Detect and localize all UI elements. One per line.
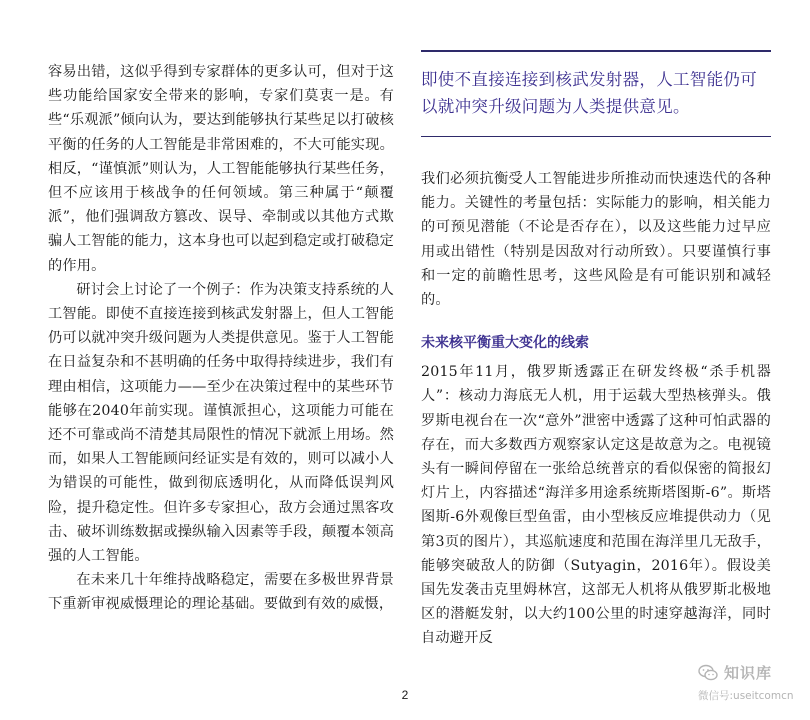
wechat-icon [698, 664, 718, 682]
watermark [698, 660, 806, 708]
watermark-subtitle: 微信号:useitcomcn [698, 690, 794, 702]
body-paragraph-1: 容易出错，这似乎得到专家群体的更多认可，但对于这些功能给国家安全带来的影响，专家们莫衷一是。有些“乐观派”倾向认为，要达到能够执行某些足以打破核平衡的任务的人工智能是非常困难的，不大可能实现。相反，“谨慎派”则认为，人工智能能够执行某些任务，但不应该用于核战争的任何领域。第三种属于“颠覆派”，他们强调敌方篡改、误导、牵制或以其他方式欺骗人工智能的能力，这本身也可以起到稳定或打破稳定的作用。 [48, 64, 394, 274]
right-column [421, 50, 771, 651]
watermark-title: 知识库 [724, 664, 773, 682]
body-paragraph-5: 2015年11月，俄罗斯透露正在研发终极“杀手机器人”：核动力海底无人机，用于运载大型热核弹头。俄罗斯电视台在一次“意外”泄密中透露了这种可怕武器的存在，而大多数西方观察家认定这是故意为之。电视镜头有一瞬间停留在一张给总统普京的看似保密的简报幻灯片上，内容描述“海洋多用途系统斯塔图斯-6”。斯塔图斯-6外观像巨型鱼雷，由小型核反应堆提供动力（见第3页的图片），其巡航速度和范围在海洋里几无敌手，能够突破敌人的防御（Sutyagin，2016年）。假设美国先发袭击克里姆林宫，这部无人机将从俄罗斯北极地区的潜艇发射，以大约100公里的时速穿越海洋，同时自动避开反 [421, 364, 771, 647]
body-paragraph-2: 研讨会上讨论了一个例子：作为决策支持系统的人工智能。即使不直接连接到核武发射器上，但人工智能仍可以就冲突升级问题为人类提供意见。鉴于人工智能在日益复杂和不甚明确的任务中取得持续进步，我们有理由相信，这项能力——至少在决策过程中的某些环节能够在2040年前实现。谨慎派担心，这项能力可能在还不可靠或尚不清楚其局限性的情况下就派上用场。然而，如果人工智能顾问经证实是有效的，则可以减小人为错误的可能性，做到彻底透明化，从而降低误判风险，提升稳定性。但许多专家担心，敌方会通过黑客攻击、破坏训练数据或操纵输入因素等手段，颠覆本领高强的人工智能。 [48, 281, 394, 565]
left-column [48, 60, 394, 617]
section-heading: 未来核平衡重大变化的线索 [421, 335, 589, 352]
body-paragraph-4: 我们必须抗衡受人工智能进步所推动而快速迭代的各种能力。关键性的考量包括：实际能力的影响，相关能力的可预见潜能（不论是否存在），以及这些能力过早应用或出错性（特别是因敌对行动所致）。只要谨慎行事和一定的前瞻性思考，这些风险是有可能识别和减轻的。 [421, 171, 771, 309]
pull-quote: 即使不直接连接到核武发射器，人工智能仍可以就冲突升级问题为人类提供意见。 [421, 50, 771, 137]
page-number: 2 [401, 688, 409, 702]
body-paragraph-3: 在未来几十年维持战略稳定，需要在多极世界背景下重新审视威慑理论的理论基础。要做到有效的威慑， [48, 572, 394, 613]
